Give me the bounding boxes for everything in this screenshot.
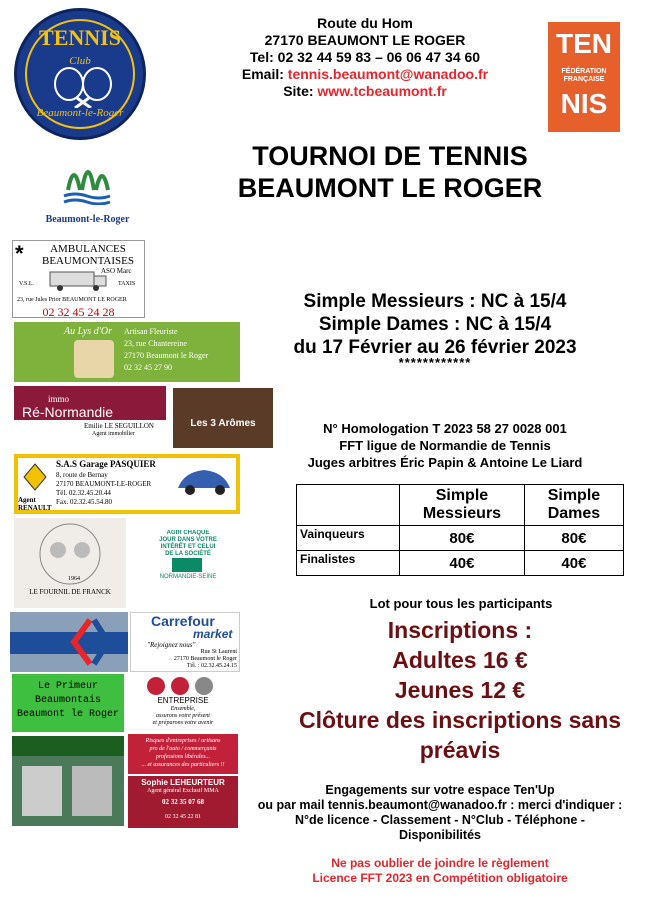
- participants-gift: Lot pour tous les participants: [369, 596, 553, 611]
- prize-men: 80€: [400, 526, 525, 551]
- prize-men: 40€: [400, 551, 525, 576]
- registration-closing: Clôture des inscriptions sans préavis: [298, 707, 622, 763]
- fft-logo-top: TEN: [556, 28, 612, 59]
- fournil-year: 1964: [68, 576, 80, 582]
- phone-line: Tel: 02 32 44 59 83 – 06 06 47 34 60: [249, 49, 481, 65]
- category-men: Simple Messieurs : NC à 15/4: [303, 291, 567, 312]
- prize-women: 40€: [524, 551, 623, 576]
- shop-photo: [12, 736, 124, 826]
- category-women: Simple Dames : NC à 15/4: [318, 314, 552, 335]
- site-link[interactable]: www.tcbeaumont.fr: [317, 83, 447, 99]
- club-logo: [14, 8, 146, 140]
- prizes-empty-header: [297, 485, 400, 526]
- homologation-info: [260, 420, 630, 471]
- ambulances-phone: 02 32 45 24 28: [42, 305, 115, 318]
- tournament-dates: du 17 Février au 26 février 2023: [293, 337, 577, 358]
- lys-details: Artisan Fleuriste 23, rue Chantereine 27170 Beaumont le Roger 02 32 45 27 90: [124, 327, 209, 372]
- club-logo-title: TENNIS: [39, 25, 121, 50]
- col-women-header: Simple Dames: [524, 485, 623, 526]
- site-line: Site: www.tcbeaumont.fr: [283, 83, 447, 99]
- table-row: [297, 551, 624, 576]
- sponsor-immo: [14, 386, 166, 450]
- col-men-header: Simple Messieurs: [400, 485, 525, 526]
- rackets-icon: [47, 66, 119, 108]
- town-logo-label: Beaumont-le-Roger: [45, 214, 130, 225]
- header-address: [200, 15, 530, 100]
- fft-logo-middle: FÉDÉRATION FRANÇAISE: [561, 68, 607, 83]
- immo-name2: Ré-Normandie: [22, 404, 114, 420]
- page-title: [190, 140, 590, 204]
- email-link[interactable]: tennis.beaumont@wanadoo.fr: [287, 66, 489, 82]
- mma-label: ENTREPRISE: [157, 696, 209, 705]
- sponsor-mma: [128, 674, 238, 732]
- mma-slogan: Ensemble, assurons votre présent et préparons votre avenir: [152, 706, 214, 726]
- garage-brand: Agent RENAULT: [18, 496, 52, 512]
- ambulances-vsl: V.S.L.: [19, 281, 35, 287]
- fft-logo-bottom: NIS: [560, 88, 608, 119]
- rose-image: [74, 340, 114, 378]
- immo-agent: Emilie LE SEGUILLON: [84, 422, 154, 430]
- car-image: [174, 464, 234, 498]
- sponsor-ambulances: [12, 240, 145, 318]
- mma-phone: 02 32 35 07 68: [162, 798, 204, 806]
- ambulances-name1: AMBULANCES: [50, 243, 126, 255]
- engagement-line1: Engagements sur votre espace Ten'Up: [325, 783, 555, 797]
- notice-line2: Licence FFT 2023 en Compétition obligatoire: [312, 871, 568, 885]
- engagement-info: [240, 783, 640, 843]
- immo-name1: immo: [48, 394, 70, 404]
- fournil-name: LE FOURNIL DE FRANCK: [29, 588, 111, 596]
- garage-name: S.A.S Garage PASQUIER: [56, 459, 156, 469]
- sponsor-credit-agricole: [136, 530, 240, 584]
- garage-details: 8, route de Bernay 27170 BEAUMONT-LE-ROGER Tél. 02.32.45.20.44 Fax. 02.32.45.54.80: [56, 471, 152, 506]
- sponsor-lys-dor: [14, 322, 240, 382]
- payment-notice: [240, 856, 640, 886]
- email-line: Email: tennis.beaumont@wanadoo.fr: [241, 66, 489, 82]
- town-logo-icon: [60, 150, 115, 205]
- carrefour-logo-icon: [70, 616, 110, 668]
- price-youth: Jeunes 12 €: [394, 677, 526, 703]
- carrefour-name: Carrefour: [151, 613, 215, 629]
- address-street: Route du Hom: [317, 15, 413, 31]
- ca-slogan: AGIR CHAQUE JOUR DANS VOTRE INTÉRÊT ET CELUI DE LA SOCIÉTÉ: [159, 530, 217, 557]
- registration-title: Inscriptions :: [387, 617, 533, 643]
- carrefour-store-photo: [10, 612, 128, 672]
- homologation-number: N° Homologation T 2023 58 27 0028 001: [323, 421, 567, 436]
- renault-logo-icon: [22, 462, 48, 492]
- registration-block: [265, 615, 650, 765]
- engagement-line2: ou par mail tennis.beaumont@wanadoo.fr : merci d'indiquer :: [257, 798, 623, 812]
- table-row: [297, 526, 624, 551]
- notice-line1: Ne pas oublier de joindre le règlement: [331, 856, 549, 870]
- ambulance-van-icon: [48, 268, 108, 292]
- ambulances-side: ASO Marc: [101, 267, 132, 275]
- ca-logo-icon: [172, 558, 202, 572]
- tournament-categories: [250, 290, 620, 359]
- prizes-header-row: [297, 485, 624, 526]
- mma-risks-text: Risques d'entreprises / artisans pro de l'auto / commerçants professions libérales... ... et assurances des particuliers !!: [141, 738, 225, 768]
- mma-agent-name: Sophie LEHEURTEUR: [141, 778, 225, 787]
- prizes-table: [296, 484, 624, 576]
- club-logo-sub: Club: [69, 55, 91, 67]
- league: FFT ligue de Normandie de Tennis: [339, 438, 551, 453]
- sponsor-fournil: [14, 518, 126, 608]
- mma-phone2: 02 32 45 22 81: [165, 814, 201, 820]
- address-city: 27170 BEAUMONT LE ROGER: [264, 32, 466, 48]
- ambulances-address: 23, rue Jules Prior BEAUMONT LE ROGER: [17, 297, 127, 303]
- ambulances-taxis: TAXIS: [118, 281, 136, 287]
- engagement-line4: Disponibilités: [399, 828, 481, 842]
- mma-agent-title: Agent général Exclusif MMA: [147, 788, 219, 794]
- mma-agent: [128, 776, 238, 828]
- fft-logo: [548, 22, 620, 132]
- lys-name: Au Lys d'Or: [64, 326, 112, 337]
- sponsor-garage-pasquier: [14, 454, 240, 514]
- referees: Juges arbitres Éric Papin & Antoine Le Liard: [307, 455, 583, 470]
- prize-women: 80€: [524, 526, 623, 551]
- title-line2: BEAUMONT LE ROGER: [237, 173, 543, 203]
- town-logo: [40, 150, 135, 225]
- ca-brand: NORMANDIE-SEINE: [159, 574, 217, 580]
- sponsor-3-aromes: [173, 388, 273, 448]
- engagement-line3: N°de licence - Classement - N°Club - Téléphone -: [295, 813, 585, 827]
- title-line1: TOURNOI DE TENNIS: [252, 141, 528, 171]
- mma-risks: [128, 734, 238, 774]
- carrefour-tag: "Rejoignez nous": [147, 641, 196, 649]
- aromes-name: Les 3 Arômes: [190, 418, 256, 429]
- asterisk-icon: *: [15, 241, 24, 266]
- price-adults: Adultes 16 €: [392, 647, 528, 673]
- carrefour-sub: market: [193, 627, 233, 641]
- club-logo-town: Beaumont-le-Roger: [36, 107, 124, 119]
- ambulances-name2: BEAUMONTAISES: [41, 255, 134, 267]
- carrefour-details: Rue St Laurent 27170 Beaumont le Roger Tél. : 02.32.45.24.15: [173, 649, 237, 669]
- immo-agent-title: Agent immobilier: [92, 431, 135, 437]
- sponsor-carrefour-market: [130, 612, 240, 672]
- primeur-text: Le Primeur Beaumontais Beaumont le Roger: [16, 681, 120, 720]
- mma-logo-icon: [146, 676, 216, 696]
- row-label: Finalistes: [297, 551, 400, 576]
- row-label: Vainqueurs: [297, 526, 400, 551]
- stars-divider: ************: [398, 355, 472, 370]
- sponsor-primeur: [12, 674, 124, 732]
